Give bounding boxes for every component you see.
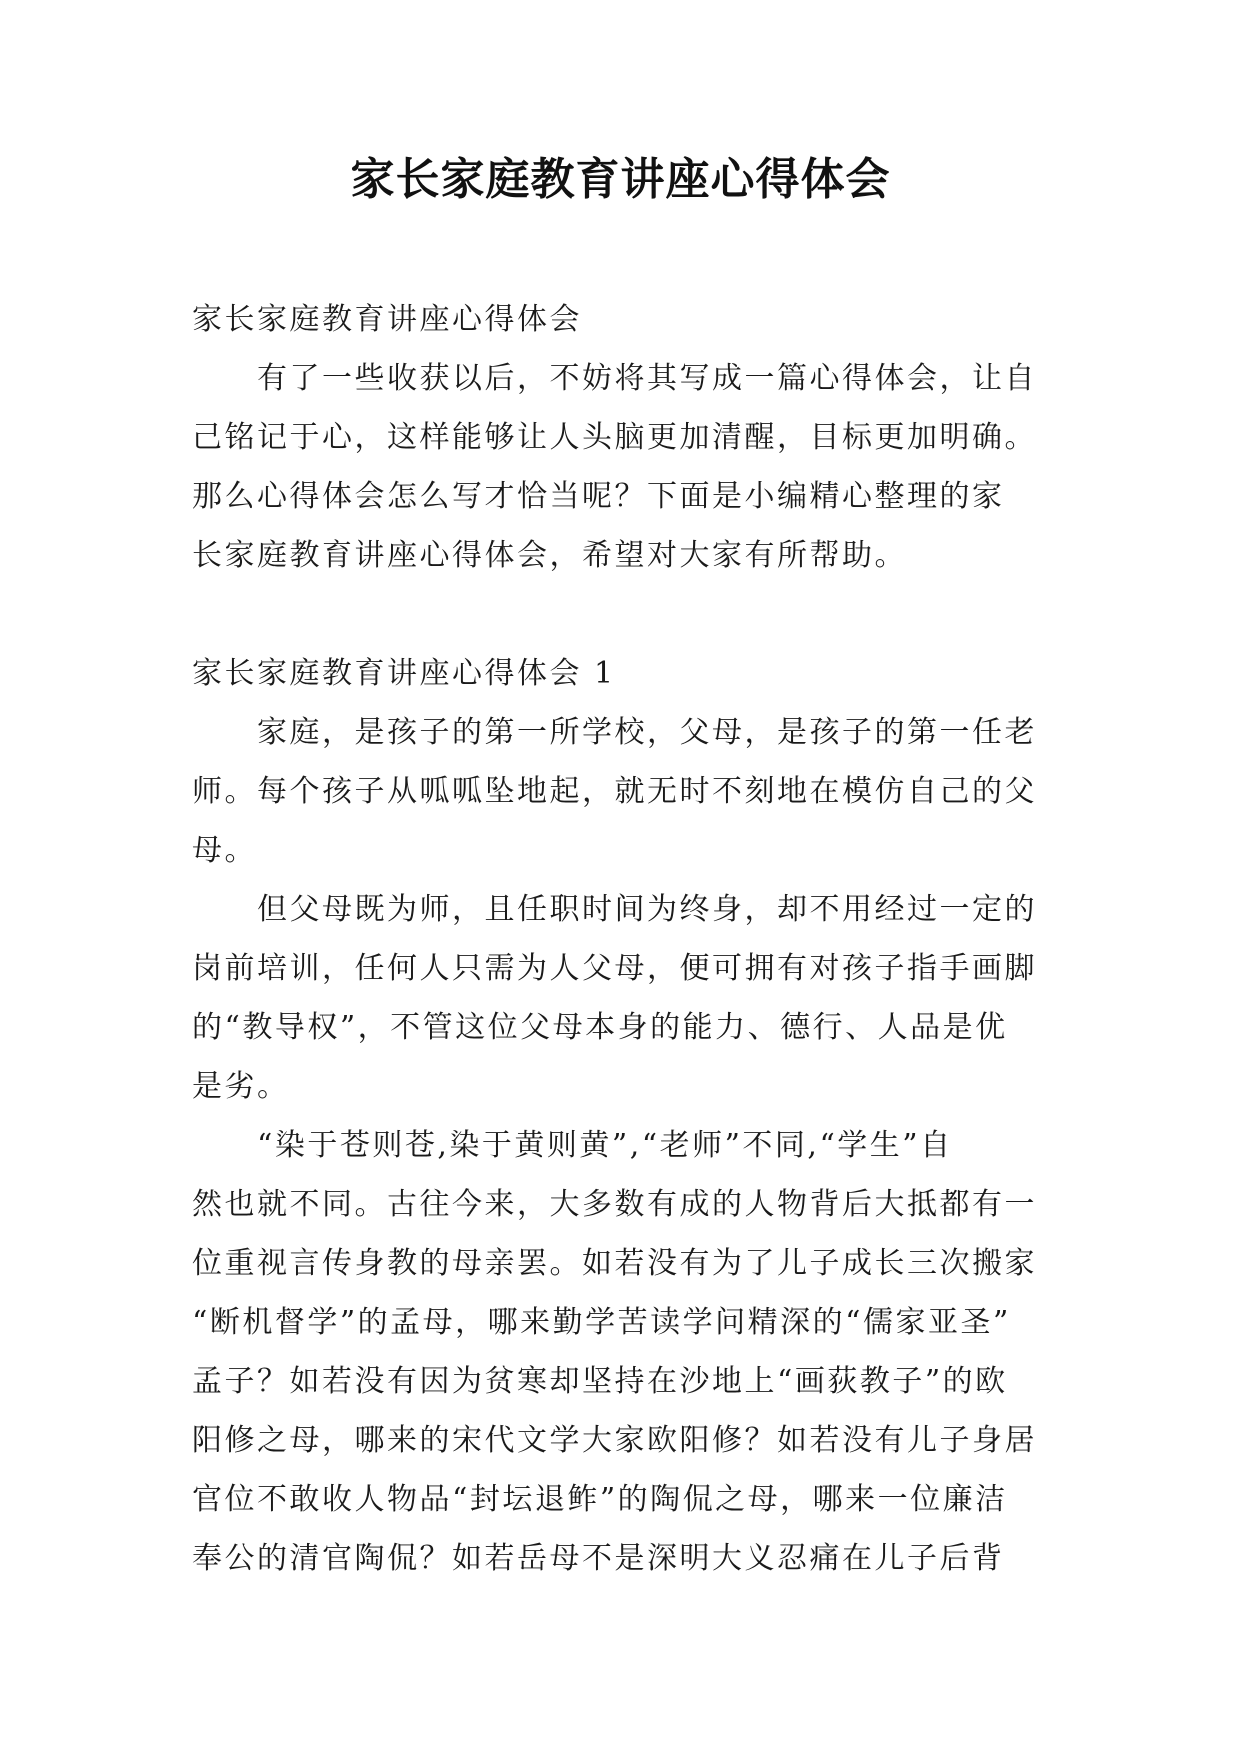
document-body xyxy=(192,290,1072,1588)
paragraph-line: 长家庭教育讲座心得体会，希望对大家有所帮助。 xyxy=(192,538,907,573)
paragraph-line: 的“教导权”，不管这位父母本身的能力、德行、人品是优 xyxy=(192,1010,1008,1045)
section-spacer xyxy=(192,585,1072,644)
paragraph-1 xyxy=(192,703,1072,880)
paragraph-line: 有了一些收获以后，不妨将其写成一篇心得体会，让自 xyxy=(257,361,1037,396)
section-heading: 家长家庭教育讲座心得体会 1 xyxy=(192,656,616,691)
paragraph-line: 阳修之母，哪来的宋代文学大家欧阳修？如若没有儿子身居 xyxy=(192,1423,1037,1458)
paragraph-line: 家庭，是孩子的第一所学校，父母，是孩子的第一任老 xyxy=(257,715,1037,750)
intro-paragraph xyxy=(192,349,1072,585)
paragraph-2 xyxy=(192,880,1072,1116)
paragraph-line: 那么心得体会怎么写才恰当呢？下面是小编精心整理的家 xyxy=(192,479,1005,514)
paragraph-line: 是劣。 xyxy=(192,1069,290,1104)
paragraph-line: 师。每个孩子从呱呱坠地起，就无时不刻地在模仿自己的父 xyxy=(192,774,1037,809)
paragraph-line: 位重视言传身教的母亲罢。如若没有为了儿子成长三次搬家 xyxy=(192,1246,1037,1281)
paragraph-line: 孟子？如若没有因为贫寒却坚持在沙地上“画荻教子”的欧 xyxy=(192,1364,1008,1399)
paragraph-line: 母。 xyxy=(192,833,257,868)
paragraph-line: 己铭记于心，这样能够让人头脑更加清醒，目标更加明确。 xyxy=(192,420,1037,455)
document-title: 家长家庭教育讲座心得体会 xyxy=(350,154,891,205)
paragraph-line: “断机督学”的孟母，哪来勤学苦读学问精深的“儒家亚圣” xyxy=(192,1305,1011,1340)
paragraph-line: “染于苍则苍,染于黄则黄”,“老师”不同,“学生”自 xyxy=(257,1128,953,1163)
paragraph-3 xyxy=(192,1116,1072,1588)
paragraph-line: 岗前培训，任何人只需为人父母，便可拥有对孩子指手画脚 xyxy=(192,951,1037,986)
paragraph-line: 但父母既为师，且任职时间为终身，却不用经过一定的 xyxy=(257,892,1037,927)
paragraph-line: 然也就不同。古往今来，大多数有成的人物背后大抵都有一 xyxy=(192,1187,1037,1222)
paragraph-line: 奉公的清官陶侃？如若岳母不是深明大义忍痛在儿子后背 xyxy=(192,1541,1005,1576)
paragraph-line: 官位不敢收人物品“封坛退鲊”的陶侃之母，哪来一位廉洁 xyxy=(192,1482,1008,1517)
intro-heading: 家长家庭教育讲座心得体会 xyxy=(192,302,582,337)
